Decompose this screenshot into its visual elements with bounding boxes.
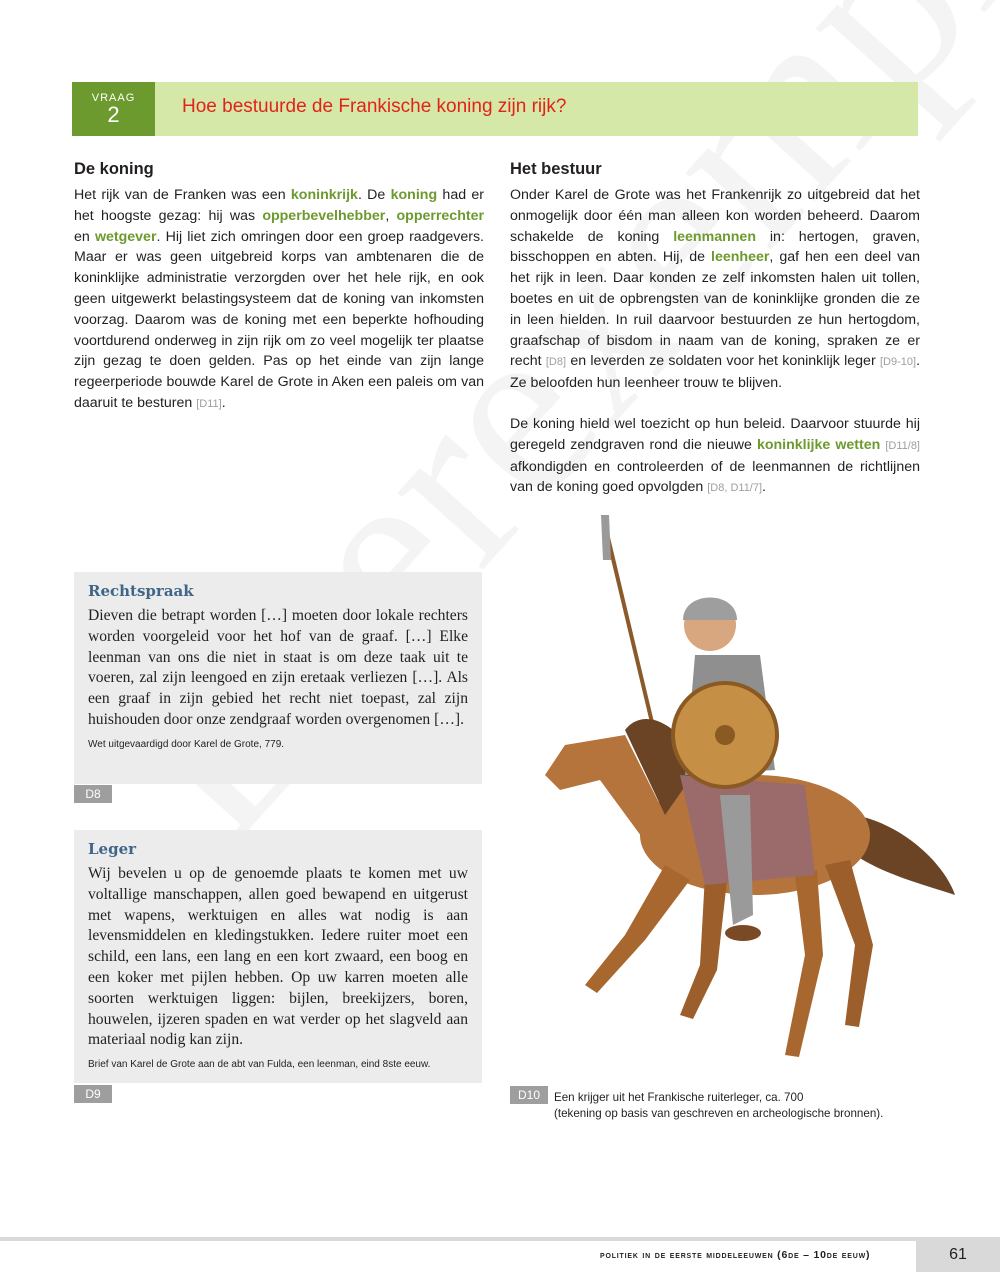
source-box-d8	[74, 572, 482, 784]
source-text: Wij bevelen u op de genoemde plaats te komen met uw voltallige manschappen, allen goed bewapend en uitgerust met wapens, werktuigen en alles wat nodig is aan levensmiddelen en kledingstukken. Iedere ruiter moet een schild, een lans, een lang en een kort zwaard, een boog en een koker met pijlen hebben. Op uw karren moeten alle soorten werktuigen liggen: bijlen, breekijzers, boren, houwelen, ijzeren spaden en wat verder op het slagveld aan materiaal nodig kan zijn.	[88, 865, 468, 1049]
section-het-bestuur	[510, 160, 920, 499]
question-title: Hoe bestuurde de Frankische koning zijn rijk?	[182, 96, 567, 117]
horse-tail	[855, 815, 955, 895]
document-tag-d8: D8	[74, 785, 112, 803]
paragraph: De koning hield wel toezicht op hun beleid. Daarvoor stuurde hij geregeld zendgraven rond die nieuwe koninklijke wetten [D11/8] afkondigden en controleerden of de leenmannen de richtlijnen van de koning goed opvolgden [D8, D11/7].	[510, 415, 920, 496]
footer-divider	[0, 1237, 1000, 1241]
source-text: Dieven die betrapt worden […] moeten door lokale rechters worden voorgeleid voor het hof van de graaf. […] Elke leenman van ons die niet in staat is om deze taak uit te voeren, zal zijn leengoed en zijn eretaak verliezen […]. Als een graaf in zijn gebied het recht niet toepast, zal zijn huishouden door onze zendgraaf worden overgenomen […].	[88, 607, 468, 728]
source-reference: [D11/8]	[885, 439, 920, 452]
shield-boss	[715, 725, 735, 745]
keyword: opperrechter	[396, 207, 484, 224]
source-title: Rechtspraak	[88, 582, 194, 600]
keyword: opperbevelhebber	[262, 207, 386, 224]
source-caption: Wet uitgevaardigd door Karel de Grote, 779.	[88, 738, 285, 750]
horse-hind-leg	[825, 860, 873, 1027]
section-heading: De koning	[74, 160, 154, 178]
section-de-koning	[74, 160, 484, 415]
source-title: Leger	[88, 840, 137, 858]
keyword: wetgever	[94, 228, 157, 245]
page-footer	[0, 1237, 1000, 1272]
question-header	[72, 82, 918, 136]
horse-front-leg	[585, 865, 690, 993]
source-box-d9	[74, 830, 482, 1083]
keyword: koninkrijk	[290, 187, 358, 203]
question-number: 2	[107, 102, 120, 127]
document-tag-d9: D9	[74, 1085, 112, 1103]
source-reference: [D8, D11/7]	[707, 482, 763, 495]
question-number-box	[72, 82, 155, 136]
keyword: leenheer	[711, 249, 770, 266]
horse-front-leg	[680, 875, 727, 1019]
source-reference: [D8]	[545, 356, 567, 369]
figure-caption: Een krijger uit het Frankische ruiterleger, ca. 700 (tekening op basis van geschreven en archeologische bronnen).	[554, 1091, 884, 1120]
question-label: VRAAG	[91, 92, 136, 104]
rider-boot	[725, 925, 761, 941]
paragraph: Het rijk van de Franken was een koninkrijk. De koning had er het hoogste gezag: hij was opperbevelhebber, opperrechter en wetgever. Hij liet zich omringen door een groep raadgevers. Maar er was geen uitgebreid korps van ambtenaren die de koninklijke administratie verzorgden over het hele rijk, en ook geen uitgewerkt belastingsysteem dat de koning van inkomsten voorzag. Daarom was de koning met een beperkte hofhouding voortdurend onderweg in zijn rijk om zo veel mogelijk ter plaatse zijn gezag te doen gelden. Pas op het einde van zijn lange regeerperiode bouwde Karel de Grote in Aken een paleis om van daaruit te besturen [D11].	[74, 187, 485, 411]
lance	[605, 525, 655, 735]
horse-hind-leg	[785, 870, 823, 1057]
source-reference: [D11]	[196, 397, 222, 410]
section-heading: Het bestuur	[510, 160, 602, 178]
lance-tip	[601, 515, 611, 560]
page-number: 61	[916, 1237, 1000, 1272]
document-tag-d10: D10	[510, 1086, 548, 1104]
source-caption: Brief van Karel de Grote aan de abt van Fulda, een leenman, eind 8ste eeuw.	[88, 1059, 431, 1071]
chapter-title: politiek in de eerste middeleeuwen (6de – 10de eeuw)	[600, 1249, 871, 1261]
keyword: koninklijke wetten	[756, 436, 881, 453]
keyword: leenmannen	[673, 228, 756, 245]
paragraph: Onder Karel de Grote was het Frankenrijk zo uitgebreid dat het onmogelijk door één man alleen kon worden beheerd. Daarom schakelde de koning leenmannen in: hertogen, graven, bisschoppen en abten. Hij, de leenheer, gaf hen een deel van het rijk in leen. Daar konden ze zelf inkomsten halen uit tollen, boetes en uit de opbrengsten van de koninklijke gronden die ze in leen hielden. In ruil daarvoor bestuurden ze hun hertogdom, graafschap of bisdom in naam van de koning, spraken ze er recht [D8] en leverden ze soldaten voor het koninklijk leger [D9-10]. Ze beloofden hun leenheer trouw te blijven.	[510, 187, 921, 392]
keyword: koning	[390, 187, 438, 203]
source-reference: [D9-10]	[879, 356, 917, 369]
frankish-cavalryman-illustration	[505, 515, 965, 1080]
helmet	[683, 598, 737, 621]
